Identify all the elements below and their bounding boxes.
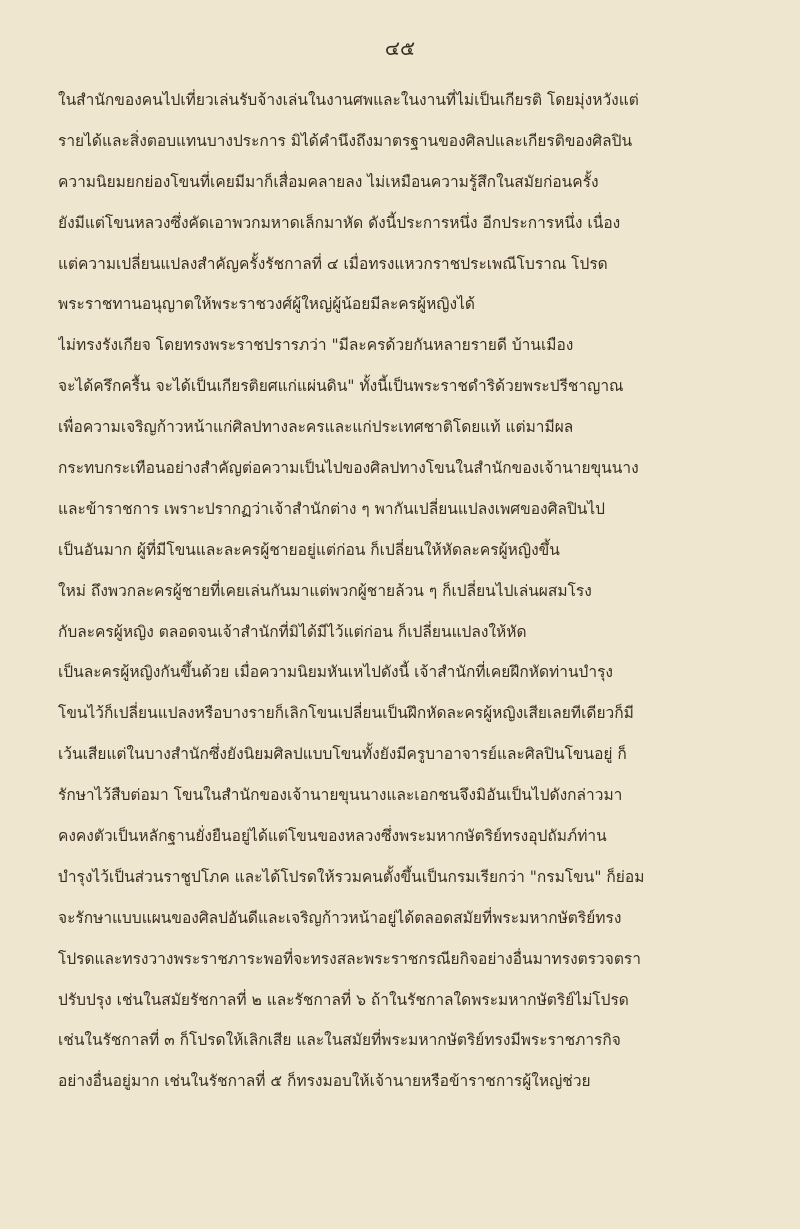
text-line: ความนิยมยกย่องโขนที่เคยมีมาก็เสื่อมคลายลง ไม่เหมือนความรู้สึกในสมัยก่อนครั้ง <box>58 172 599 191</box>
text-line: แต่ความเปลี่ยนแปลงสำคัญครั้งรัชกาลที่ ๔ เมื่อทรงแหวกราชประเพณีโบราณ โปรด <box>58 254 608 273</box>
text-line: และข้าราชการ เพราะปรากฏว่าเจ้าสำนักต่าง ๆ พากันเปลี่ยนแปลงเพศของศิลปินไป <box>58 499 606 518</box>
text-line: อย่างอื่นอยู่มาก เช่นในรัชกาลที่ ๕ ก็ทรงมอบให้เจ้านายหรือข้าราชการผู้ใหญ่ช่วย <box>58 1072 591 1091</box>
text-line: ไม่ทรงรังเกียจ โดยทรงพระราชปรารภว่า "มีละครด้วยกันหลายรายดี บ้านเมือง <box>58 336 574 355</box>
text-line: เพื่อความเจริญก้าวหน้าแก่ศิลปทางละครและแก่ประเทศชาติโดยแท้ แต่มามีผล <box>58 418 574 437</box>
text-line: จะรักษาแบบแผนของศิลปอันดีและเจริญก้าวหน้าอยู่ได้ตลอดสมัยที่พระมหากษัตริย์ทรง <box>58 908 622 927</box>
text-line: เว้นเสียแต่ในบางสำนักซึ่งยังนิยมศิลปแบบโขนทั้งยังมีครูบาอาจารย์และศิลปินโขนอยู่ ก็ <box>58 745 627 764</box>
text-line: คงคงตัวเป็นหลักฐานยั่งยืนอยู่ได้แต่โขนของหลวงซึ่งพระมหากษัตริย์ทรงอุปถัมภ์ท่าน <box>58 827 607 846</box>
text-line: ยังมีแต่โขนหลวงซึ่งคัดเอาพวกมหาดเล็กมาหัด ดังนี้ประการหนึ่ง อีกประการหนึ่ง เนื่อง <box>58 213 621 232</box>
text-line: พระราชทานอนุญาตให้พระราชวงศ์ผู้ใหญ่ผู้น้อยมีละครผู้หญิงได้ <box>58 295 475 314</box>
text-line: กระทบกระเทือนอย่างสำคัญต่อความเป็นไปของศิลปทางโขนในสำนักของเจ้านายขุนนาง <box>58 459 639 478</box>
text-line: รายได้และสิ่งตอบแทนบางประการ มิได้คำนึงถึงมาตรฐานของศิลปและเกียรติของศิลปิน <box>58 131 633 150</box>
text-line: ปรับปรุง เช่นในสมัยรัชกาลที่ ๒ และรัชกาลที่ ๖ ถ้าในรัชกาลใดพระมหากษัตริย์ไม่โปรด <box>58 990 629 1009</box>
text-line: บำรุงไว้เป็นส่วนราชูปโภค และได้โปรดให้รวมคนตั้งขึ้นเป็นกรมเรียกว่า "กรมโขน" ก็ย่อม <box>58 867 645 886</box>
text-line: โขนไว้ก็เปลี่ยนแปลงหรือบางรายก็เลิกโขนเปลี่ยนเป็นฝึกหัดละครผู้หญิงเสียเลยทีเดียวก็มี <box>58 704 634 723</box>
text-line: จะได้ครึกครื้น จะได้เป็นเกียรติยศแก่แผ่นดิน" ทั้งนี้เป็นพระราชดำริด้วยพระปรีชาญาณ <box>58 377 624 396</box>
text-line: เช่นในรัชกาลที่ ๓ ก็โปรดให้เลิกเสีย และในสมัยที่พระมหากษัตริย์ทรงมีพระราชภารกิจ <box>58 1031 621 1050</box>
text-line: ในสำนักของคนไปเที่ยวเล่นรับจ้างเล่นในงานศพและในงานที่ไม่เป็นเกียรติ โดยมุ่งหวังแต่ <box>58 91 639 109</box>
text-line: กับละครผู้หญิง ตลอดจนเจ้าสำนักที่มิได้มีไว้แต่ก่อน ก็เปลี่ยนแปลงให้หัด <box>58 622 527 641</box>
text-line: โปรดและทรงวางพระราชภาระพอที่จะทรงสละพระราชกรณียกิจอย่างอื่นมาทรงตรวจตรา <box>58 949 641 968</box>
text-line: เป็นละครผู้หญิงกันขึ้นด้วย เมื่อความนิยมหันเหไปดังนี้ เจ้าสำนักที่เคยฝึกหัดท่านบำรุง <box>58 663 614 682</box>
text-line: เป็นอันมาก ผู้ที่มีโขนและละครผู้ชายอยู่แต่ก่อน ก็เปลี่ยนให้หัดละครผู้หญิงขึ้น <box>58 540 560 559</box>
text-line: ใหม่ ถึงพวกละครผู้ชายที่เคยเล่นกันมาแต่พวกผู้ชายล้วน ๆ ก็เปลี่ยนไปเล่นผสมโรง <box>58 581 592 600</box>
body-text <box>58 80 770 1102</box>
page-number: ๔๕ <box>384 36 416 60</box>
text-line: รักษาไว้สืบต่อมา โขนในสำนักของเจ้านายขุนนางและเอกชนจึงมิอันเป็นไปดังกล่าวมา <box>58 786 623 805</box>
